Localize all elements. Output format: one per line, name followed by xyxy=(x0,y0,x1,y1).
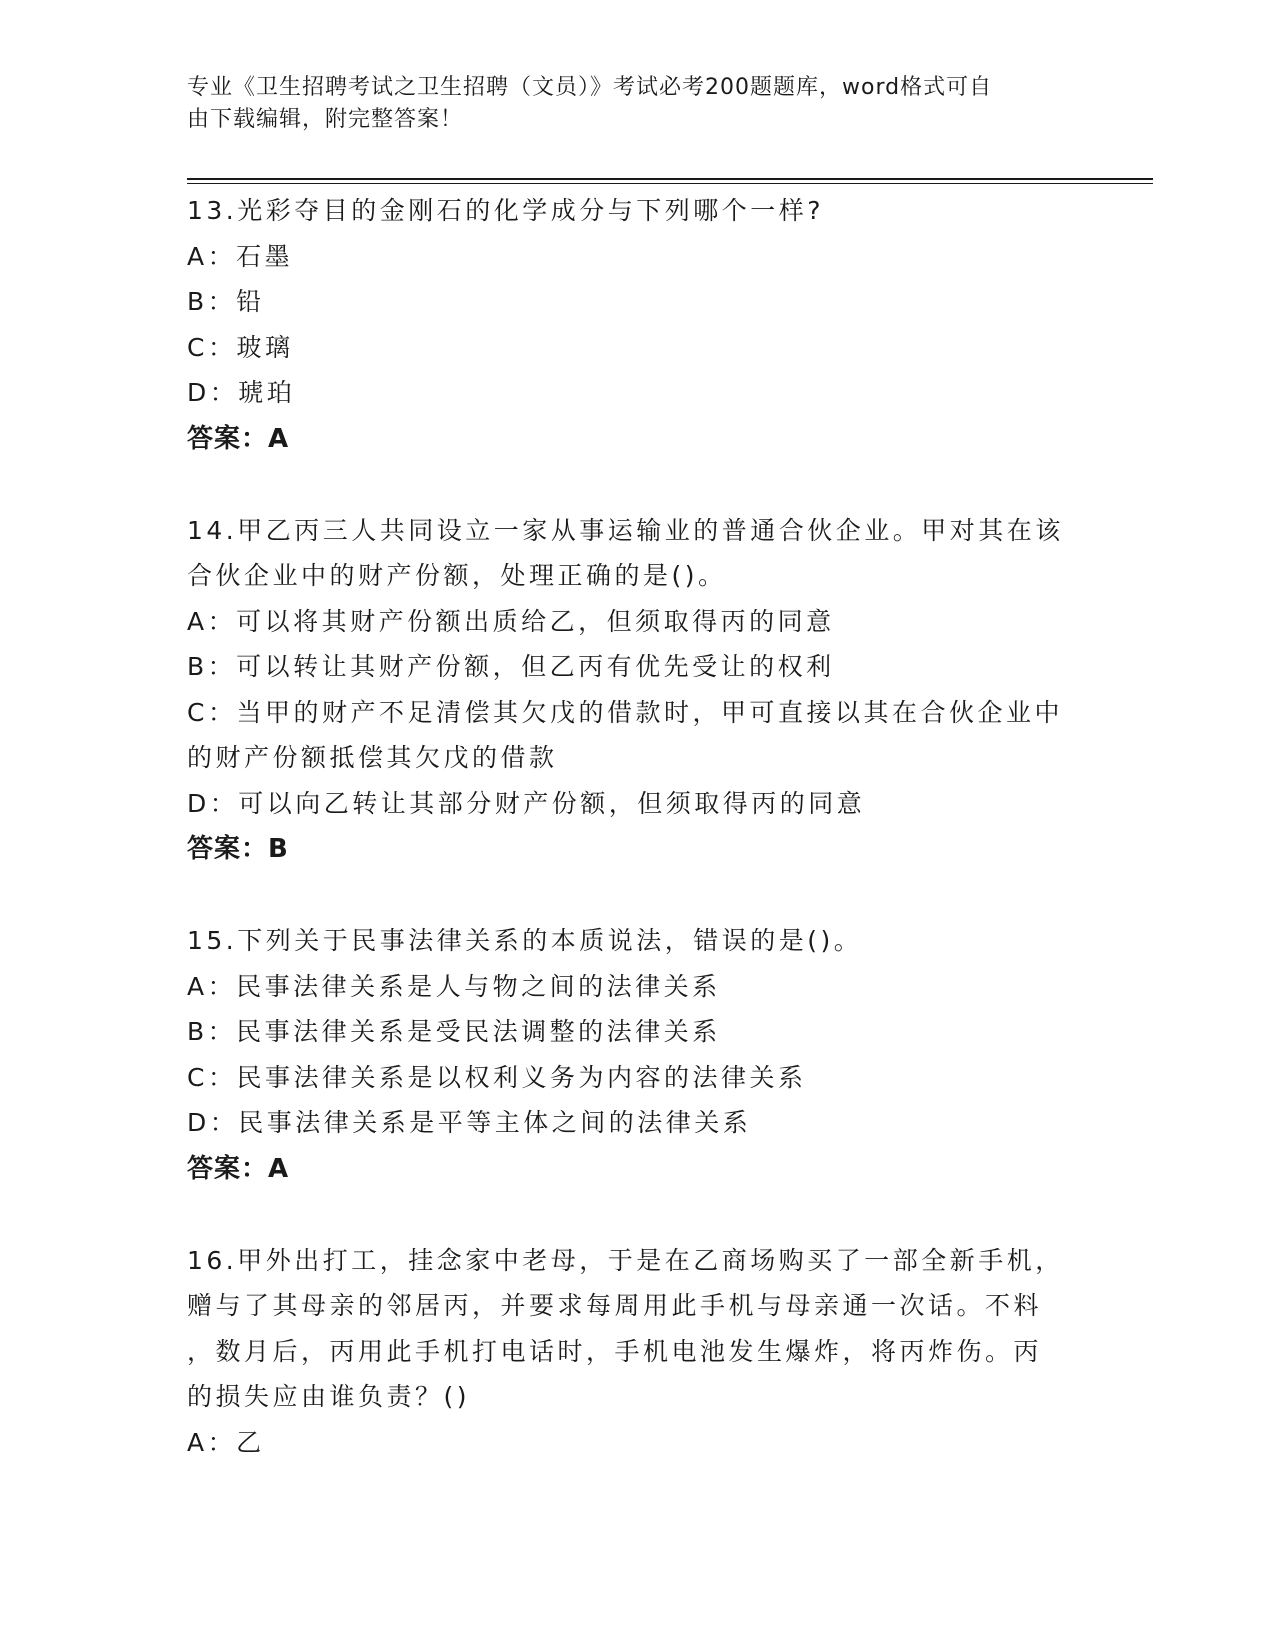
question-stem: 16.甲外出打工，挂念家中老母，于是在乙商场购买了一部全新手机， xyxy=(187,1245,1064,1275)
option-d: D：民事法律关系是平等主体之间的法律关系 xyxy=(187,1108,752,1137)
option-b: B：可以转让其财产份额，但乙丙有优先受让的权利 xyxy=(187,652,835,681)
answer-label: 答案：B xyxy=(187,834,289,864)
option-c: C：民事法律关系是以权利义务为内容的法律关系 xyxy=(187,1062,807,1092)
question-stem: 13.光彩夺目的金刚石的化学成分与下列哪个一样? xyxy=(187,196,825,225)
question-14 xyxy=(187,508,1087,873)
question-stem: 15.下列关于民事法律关系的本质说法，错误的是()。 xyxy=(187,926,863,955)
answer-label: 答案：A xyxy=(187,423,290,454)
option-a: A：乙 xyxy=(187,1427,265,1457)
option-c: C：当甲的财产不足清偿其欠戊的借款时，甲可直接以其在合伙企业中 xyxy=(187,697,1063,727)
option-a: A：可以将其财产份额出质给乙，但须取得丙的同意 xyxy=(187,606,835,636)
header-divider-thin xyxy=(187,183,1153,184)
question-13 xyxy=(187,188,1087,462)
option-b: B：民事法律关系是受民法调整的法律关系 xyxy=(187,1017,721,1046)
option-b: B：铅 xyxy=(187,287,265,316)
option-d: D：可以向乙转让其部分财产份额，但须取得丙的同意 xyxy=(187,788,866,818)
header-line-2: 由下载编辑，附完整答案！ xyxy=(187,107,464,132)
question-stem: 14.甲乙丙三人共同设立一家从事运输业的普通合伙企业。甲对其在该 xyxy=(187,515,1064,545)
option-c: C：玻璃 xyxy=(187,332,294,362)
option-a: A：民事法律关系是人与物之间的法律关系 xyxy=(187,971,721,1001)
question-stem-continued: 的损失应由谁负责？() xyxy=(187,1382,471,1411)
option-a: A：石墨 xyxy=(187,241,294,271)
question-stem-continued: ，数月后，丙用此手机打电话时，手机电池发生爆炸，将丙炸伤。丙 xyxy=(187,1336,1043,1366)
question-stem-continued: 合伙企业中的财产份额，处理正确的是()。 xyxy=(187,561,727,590)
option-d: D：琥珀 xyxy=(187,378,296,407)
question-stem-continued: 赠与了其母亲的邻居丙，并要求每周用此手机与母亲通一次话。不料 xyxy=(187,1291,1043,1320)
question-15 xyxy=(187,918,1087,1192)
question-list xyxy=(187,188,1087,1511)
option-c-continued: 的财产份额抵偿其欠戊的借款 xyxy=(187,743,558,772)
document-header xyxy=(187,72,1067,136)
header-line-1: 专业《卫生招聘考试之卫生招聘（文员）》考试必考200题题库，word格式可自 xyxy=(187,75,993,100)
header-divider-thick xyxy=(187,178,1153,180)
answer-label: 答案：A xyxy=(187,1153,290,1184)
question-16 xyxy=(187,1238,1087,1466)
